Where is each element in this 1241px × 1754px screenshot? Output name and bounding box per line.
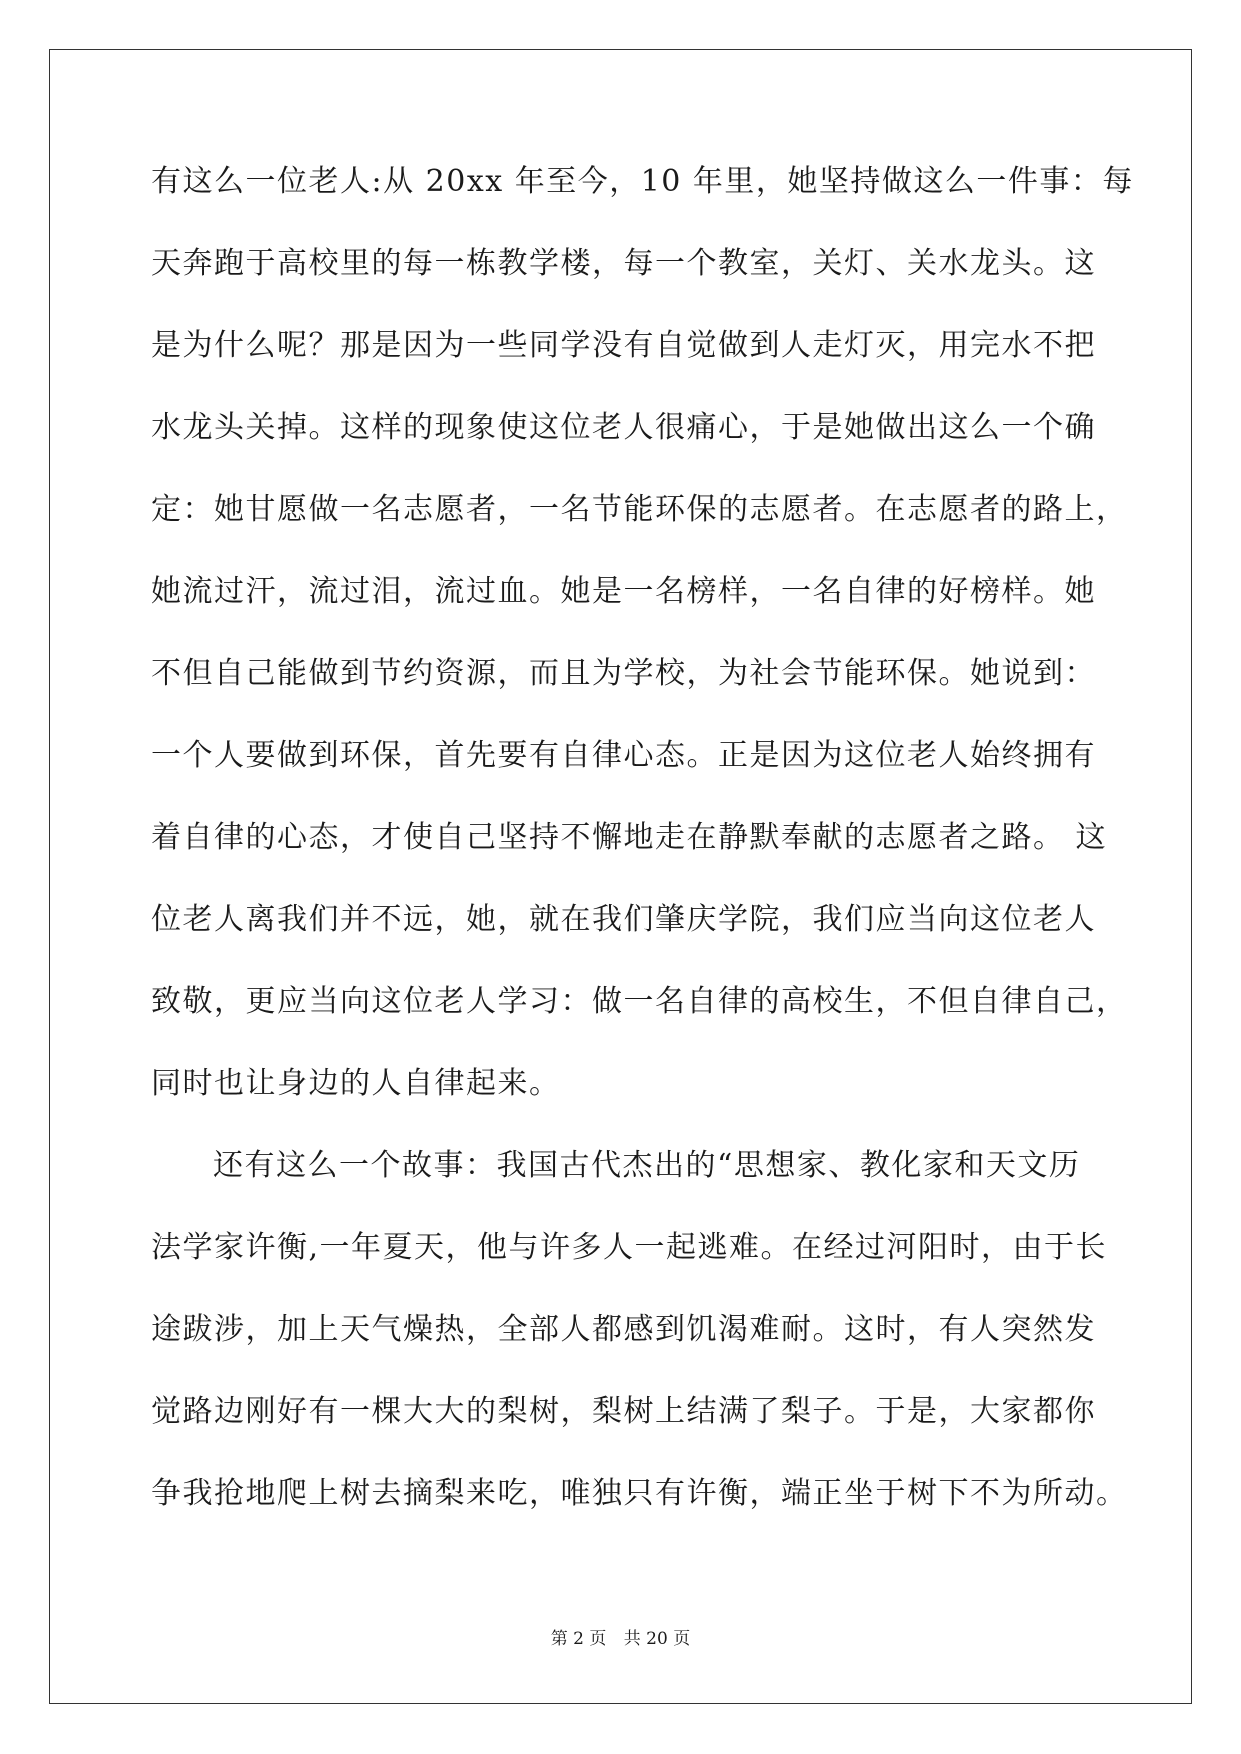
text-line: 她流过汗，流过泪，流过血。她是一名榜样，一名自律的好榜样。她 (151, 574, 1096, 609)
text-line: 不但自己能做到节约资源，而且为学校，为社会节能环保。她说到： (151, 656, 1096, 691)
text-line: 位老人离我们并不远，她，就在我们肇庆学院，我们应当向这位老人 (151, 902, 1096, 937)
text-line: 有这么一位老人:从 20xx 年至今，10 年里，她坚持做这么一件事：每 (151, 164, 1134, 199)
text-line: 是为什么呢？那是因为一些同学没有自觉做到人走灯灭，用完水不把 (151, 328, 1096, 363)
text-line: 水龙头关掉。这样的现象使这位老人很痛心，于是她做出这么一个确 (151, 410, 1096, 445)
page-total: 共 20 页 (623, 1629, 691, 1649)
text-line: 途跋涉，加上天气燥热，全部人都感到饥渴难耐。这时，有人突然发 (151, 1312, 1096, 1347)
text-line: 着自律的心态，才使自己坚持不懈地走在静默奉献的志愿者之路。 这 (151, 820, 1108, 855)
text-line: 法学家许衡,一年夏天，他与许多人一起逃难。在经过河阳时，由于长 (151, 1230, 1108, 1265)
text-line: 定：她甘愿做一名志愿者，一名节能环保的志愿者。在志愿者的路上， (151, 492, 1128, 527)
page-border (49, 49, 1192, 1704)
text-line: 还有这么一个故事：我国古代杰出的“思想家、教化家和天文历 (213, 1148, 1081, 1183)
text-line: 致敬，更应当向这位老人学习：做一名自律的高校生，不但自律自己， (151, 984, 1128, 1019)
text-line: 天奔跑于高校里的每一栋教学楼，每一个教室，关灯、关水龙头。这 (151, 246, 1096, 281)
text-line: 同时也让身边的人自律起来。 (151, 1066, 561, 1101)
text-line: 一个人要做到环保，首先要有自律心态。正是因为这位老人始终拥有 (151, 738, 1096, 773)
page-footer (0, 1628, 1241, 1650)
text-line: 争我抢地爬上树去摘梨来吃，唯独只有许衡，端正坐于树下不为所动。 (151, 1476, 1128, 1511)
page-number: 第 2 页 (550, 1629, 607, 1649)
text-line: 觉路边刚好有一棵大大的梨树，梨树上结满了梨子。于是，大家都你 (151, 1394, 1096, 1429)
